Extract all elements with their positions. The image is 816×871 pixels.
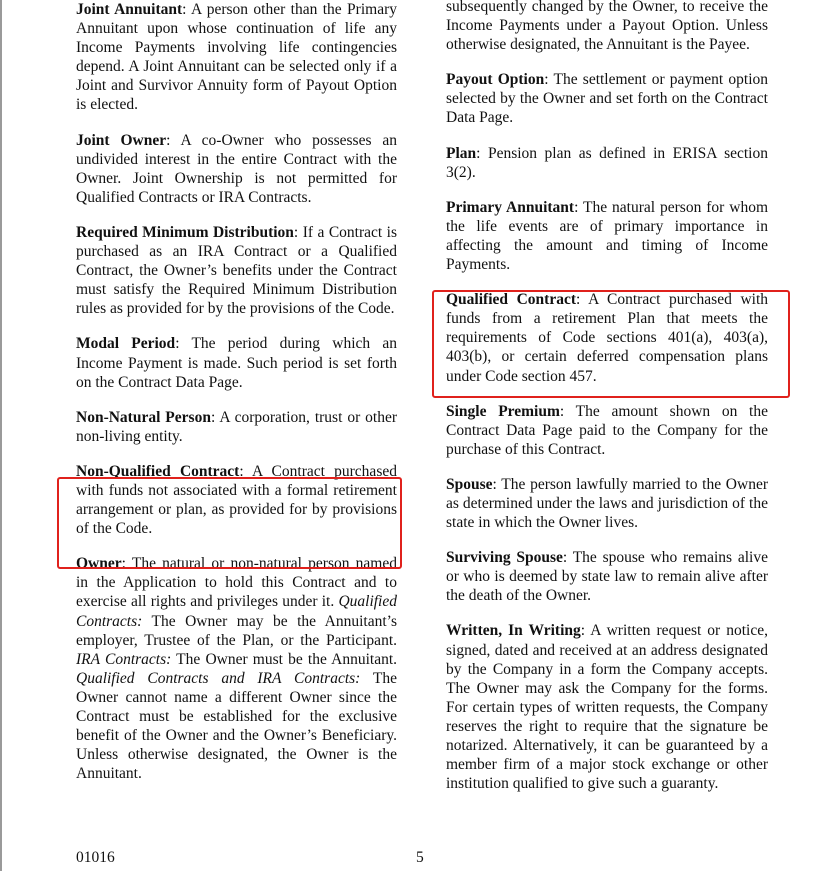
definition-primary-annuitant: Primary Annuitant: The natural person for whom the life events are of primary importance in affecting the amount and timing of Income Payments. bbox=[446, 198, 768, 274]
definition-payout-option: Payout Option: The settlement or payment option selected by the Owner and set forth on the Contract Data Page. bbox=[446, 71, 769, 127]
definition-single-premium: Single Premium: The amount shown on the Contract Data Page paid to the Company for the purchase of this Contract. bbox=[446, 402, 768, 458]
page-edge bbox=[0, 0, 2, 871]
definition-required-minimum-distribution: Required Minimum Distribution: If a Contract is purchased as an IRA Contract or a Qualified Contract, the Owner’s benefits under the Contract must satisfy the Required Minimum Distribution rules as provided for by the provisions of the Code. bbox=[76, 223, 397, 318]
definition-spouse: Spouse: The person lawfully married to the Owner as determined under the laws and jurisdiction of the state in which the Owner lives. bbox=[446, 475, 768, 532]
right-column bbox=[446, 0, 768, 809]
definition-owner: Owner: The natural or non-natural person named in the Application to hold this Contract and to exercise all rights and privileges under it. Qualified Contracts: The Owner may be the Annuitant’s employer, Trustee of the Plan, or the Participant. IRA Contracts: The Owner must be the Annuitant. Qualified Contracts and IRA Contracts: The Owner cannot name a different Owner since the Contract must be established for the exclusive benefit of the Owner and the Owner’s Beneficiary. Unless otherwise designated, the Owner is the Annuitant. bbox=[76, 555, 398, 783]
left-column bbox=[76, 0, 397, 799]
definition-modal-period: Modal Period: The period during which an Income Payment is made. Such period is set forth on the Contract Data Page. bbox=[76, 335, 397, 391]
definition-non-natural-person: Non-Natural Person: A corporation, trust or other non-living entity. bbox=[76, 408, 397, 445]
definition-surviving-spouse: Surviving Spouse: The spouse who remains alive or who is deemed by state law to remain alive after the death of the Owner. bbox=[446, 549, 768, 605]
definition-joint-annuitant: Joint Annuitant: A person other than the Primary Annuitant upon whose continuation of life any Income Payments involving life contingencies depend. A Joint Annuitant can be selected only if a Joint and Survivor Annuity form of Payout Option is elected. bbox=[76, 1, 397, 114]
page-number: 5 bbox=[416, 849, 424, 866]
definition-joint-owner: Joint Owner: A co-Owner who possesses an undivided interest in the entire Contract with the Owner. Joint Ownership is not permitted for Qualified Contracts or IRA Contracts. bbox=[76, 131, 398, 206]
definition-continued-payee: subsequently changed by the Owner, to receive the Income Payments under a Payout Option. Unless otherwise designated, the Annuitant is the Payee. bbox=[446, 0, 768, 54]
definition-qualified-contract: Qualified Contract: A Contract purchased with funds from a retirement Plan that meets the requirements of Code sections 401(a), 403(a), 403(b), or certain deferred compensation plans under Code section 457. bbox=[446, 291, 768, 385]
definition-plan: Plan: Pension plan as defined in ERISA section 3(2). bbox=[446, 144, 768, 181]
form-number: 01016 bbox=[76, 849, 115, 866]
definition-written-in-writing: Written, In Writing: A written request or notice, signed, dated and received at an address designated by the Company in a form the Company accepts. The Owner may ask the Company for the forms. For certain types of written requests, the Company reserves the right to require that the signature be notarized. Alternatively, it can be guaranteed by a member firm of a major stock exchange or other institution qualified to give such a guaranty. bbox=[446, 622, 768, 793]
definition-non-qualified-contract: Non-Qualified Contract: A Contract purchased with funds not associated with a formal retirement arrangement or plan, as provided for by provisions of the Code. bbox=[76, 462, 397, 538]
